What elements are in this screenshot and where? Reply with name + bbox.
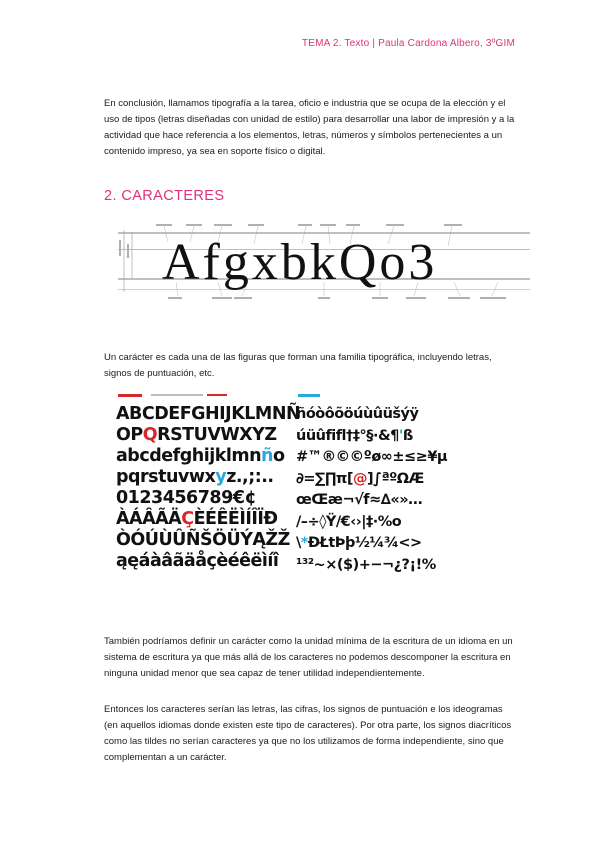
specimen-line bbox=[116, 509, 300, 530]
specimen-glyphs: ÈÉÊËÌÍÎÏÐ bbox=[193, 509, 278, 529]
specimen-line bbox=[296, 555, 447, 577]
specimen-uppercase-lowercase-column bbox=[116, 404, 300, 572]
specimen-highlight-glyph: ñ bbox=[261, 446, 273, 466]
specimen-line bbox=[296, 512, 447, 534]
specimen-highlight-glyph: @ bbox=[352, 470, 367, 487]
specimen-glyphs: #™®©©ºø∞±≤≥¥µ bbox=[296, 449, 448, 465]
specimen-line bbox=[296, 404, 447, 426]
specimen-line bbox=[296, 426, 447, 448]
specimen-line bbox=[296, 447, 447, 469]
specimen-glyphs: œŒæ¬√f≈∆«»… bbox=[296, 492, 423, 508]
paragraph-characters-examples: Entonces los caracteres serían las letras, las cifras, los signos de puntuación e los ideogramas (en aquellos idiomas donde existen este tipo de caracteres). Por otra parte, los signos diacríticos como las tildes no serían caracteres ya que no los utilizamos de forma independiente, sino que complementan a un carácter. bbox=[104, 704, 512, 763]
paragraph-minimal-unit: También podríamos definir un carácter como la unidad mínima de la escritura de un idioma en un sistema de escritura ya que más allá de los caracteres no podemos descomponer la escritura en ninguna unidad menor que sea capaz de tener utilidad independientemente. bbox=[104, 636, 513, 679]
specimen-line bbox=[116, 404, 300, 425]
anatomy-glyphs: AfgxbkQo3 bbox=[162, 234, 438, 291]
specimen-symbols-column bbox=[296, 404, 447, 576]
specimen-highlight-glyph: * bbox=[300, 535, 308, 551]
specimen-highlight-glyph: ' bbox=[398, 427, 403, 444]
specimen-line bbox=[116, 467, 300, 488]
specimen-highlight-glyph: Ç bbox=[181, 509, 194, 529]
specimen-glyphs: ÐŁtÞþ½¼¾<> bbox=[307, 535, 422, 551]
specimen-highlight-glyph: y bbox=[215, 467, 227, 487]
specimen-glyphs: z.,;:.. bbox=[226, 467, 274, 487]
specimen-glyphs: abcdefghijklmn bbox=[116, 446, 262, 466]
specimen-glyphs: ÀÁÂÃÄ bbox=[116, 509, 182, 529]
specimen-glyphs: o bbox=[273, 446, 285, 466]
specimen-glyphs: \ bbox=[296, 535, 301, 551]
specimen-glyphs: ]∫ªºΩÆ bbox=[366, 470, 424, 487]
specimen-glyphs: ¹³²~×($)+−¬¿?¡!% bbox=[296, 556, 436, 573]
paragraph-conclusion: En conclusión, llamamos tipografía a la tarea, oficio e industria que se ocupa de la elección y el uso de tipos (letras diseñadas con unidad de estilo) para desarrollar una labor de impresión y a la actividad que hace referencia a los elementos, letras, números y símbolos pertenecientes a un contenido impreso, ya sea en soporte físico o digital. bbox=[104, 98, 515, 157]
specimen-glyphs: RSTUVWXYZ bbox=[157, 425, 277, 445]
specimen-highlight-glyph: Q bbox=[142, 425, 158, 445]
specimen-line bbox=[116, 488, 300, 509]
specimen-glyphs: ß bbox=[402, 427, 413, 444]
page-header: TEMA 2. Texto | Paula Cardona Albero, 3ºGIM bbox=[301, 38, 515, 49]
character-specimen bbox=[114, 390, 448, 614]
specimen-line bbox=[116, 425, 300, 446]
specimen-glyphs: 0123456789€¢ bbox=[116, 488, 257, 508]
specimen-glyphs: ABCDEFGHIJKLMNÑ bbox=[116, 404, 301, 424]
specimen-caption-right bbox=[298, 393, 320, 397]
paragraph-caracter-definition: Un carácter es cada una de las figuras que forman una familia tipográfica, incluyendo letras, signos de puntuación, etc. bbox=[104, 352, 492, 379]
specimen-glyphs: pqrstuvwx bbox=[116, 467, 216, 487]
specimen-line bbox=[116, 551, 300, 572]
section-heading: 2. CARACTERES bbox=[104, 188, 225, 204]
specimen-line bbox=[116, 530, 300, 551]
specimen-glyphs: ∂=∑∏π[ bbox=[296, 470, 353, 487]
specimen-glyphs: ÒÓÚÙÛÑŠÖÜÝĄŽŽ bbox=[116, 530, 290, 550]
specimen-line bbox=[296, 533, 447, 555]
specimen-glyphs: ñóòôõöúùûüšýÿ bbox=[296, 406, 419, 422]
specimen-caption-left bbox=[118, 393, 227, 397]
specimen-line bbox=[296, 490, 447, 512]
specimen-glyphs: ąęáàâãäåçèéêëìíî bbox=[116, 551, 279, 571]
specimen-line bbox=[296, 469, 447, 491]
anatomy-figure bbox=[118, 222, 530, 302]
specimen-glyphs: úüûfifl†‡°§·&¶ bbox=[296, 427, 399, 444]
specimen-line bbox=[116, 446, 300, 467]
specimen-glyphs: OP bbox=[116, 425, 143, 445]
specimen-glyphs: /–÷◊Ÿ/€‹›|‡·%o bbox=[296, 513, 402, 530]
